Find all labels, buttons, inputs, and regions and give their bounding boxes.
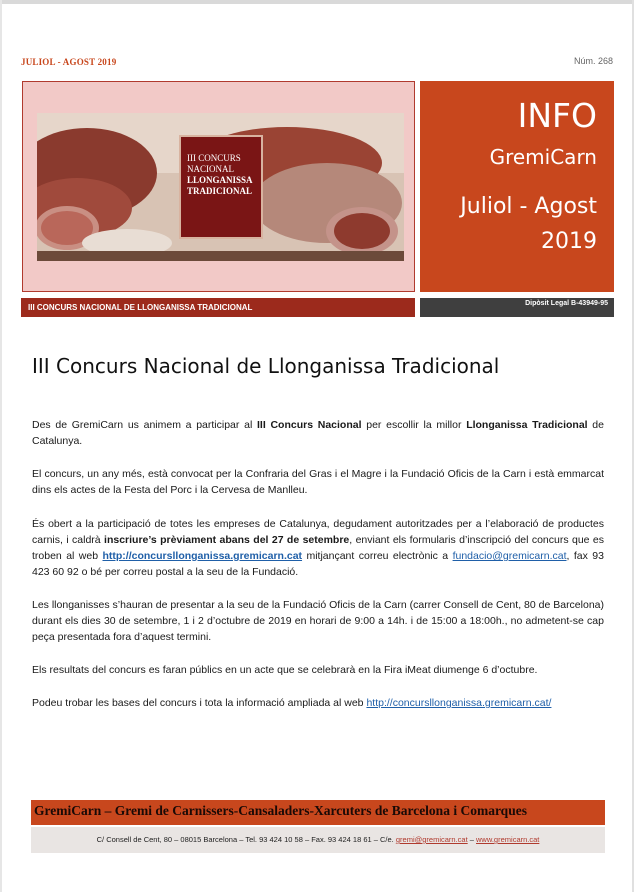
paragraph-2: El concurs, un any més, està convocat per la Confraria del Gras i el Magre i la Fundació Oficis de la Carn i està emmarcat dins els actes de la Festa del Porc i la Cervesa de Manlleu. [32, 468, 604, 496]
p1-bold-product: Llonganissa Tradicional [466, 419, 588, 431]
badge-line-2: NACIONAL [187, 164, 234, 174]
badge-line-3: LLONGANISSA [187, 175, 253, 185]
badge-line-4: TRADICIONAL [187, 186, 253, 196]
footer-email-link[interactable]: gremi@gremicarn.cat [395, 835, 468, 844]
foundation-email-link[interactable]: fundacio@gremicarn.cat [452, 550, 567, 562]
contest-web-link[interactable]: http://concursllonganissa.gremicarn.cat [102, 550, 303, 562]
paragraph-4: Les llonganisses s’hauran de presentar a la seu de la Fundació Oficis de la Carn (carrer Consell de Cent, 80 de Barcelona) durant els dies 30 de setembre, 1 i 2 d’octubre de 2019 en horari de 9:00 a 14h. i de 15:00 a 18:00h., no admetent-se cap peça presentada fora d’aquest termini. [32, 599, 604, 643]
footer-separator: – [467, 835, 477, 844]
p1-text-2: per escollir la millor [361, 419, 467, 431]
paragraph-5: Els resultats del concurs es faran públics en un acte que se celebrarà en la Fira iMeat diumenge 6 d’octubre. [32, 664, 538, 676]
p6-text: Podeu trobar les bases del concurs i tota la informació ampliada al web [32, 697, 367, 709]
p3-text-2: , enviant els formularis d’inscripció del concurs que es troben al web [32, 534, 605, 562]
footer-address [31, 827, 605, 853]
issue-period: JULIOL - AGOST 2019 [21, 57, 117, 67]
page-left-border [0, 0, 2, 892]
p1-text-3: de Catalunya. [32, 419, 604, 447]
banner-caption: III CONCURS NACIONAL DE LLONGANISSA TRADICIONAL [21, 298, 415, 317]
issue-number: Núm. 268 [573, 56, 613, 66]
page-top-border [0, 0, 634, 4]
p3-text: És obert a la participació de totes les empreses de Catalunya, degudament autoritzades per a l’elaboració de productes carnis, i caldrà [32, 518, 604, 546]
legal-deposit: Dipòsit Legal B-43949-95 [420, 298, 614, 317]
paragraph-1 [32, 417, 604, 449]
badge-line-1: III CONCURS [187, 153, 241, 163]
p1-text: Des de GremiCarn us animem a participar al [32, 419, 257, 431]
sausage-photo [37, 113, 404, 261]
issue-months: Juliol - Agost [460, 194, 597, 219]
p3-text-4: , fax 93 423 60 92 o bé per correu postal a la seu de la Fundació. [32, 550, 604, 578]
p3-bold-deadline: inscriure’s prèviament abans del 27 de setembre [104, 534, 350, 546]
article-title: III Concurs Nacional de Llonganissa Tradicional [32, 354, 500, 378]
info-label: INFO [517, 96, 597, 135]
paragraph-6 [32, 695, 604, 711]
issue-year: 2019 [541, 229, 597, 254]
contest-web-link-2[interactable]: http://concursllonganissa.gremicarn.cat/ [366, 697, 552, 709]
paragraph-3 [32, 516, 604, 580]
footer-organization: GremiCarn – Gremi de Carnissers-Cansaladers-Xarcuters de Barcelona i Comarques [31, 800, 605, 825]
p3-text-3: mitjançant correu electrònic a [302, 550, 453, 562]
banner-image-panel [22, 81, 415, 292]
brand-name: GremiCarn [489, 145, 597, 169]
info-title-panel [420, 81, 614, 292]
contest-badge [179, 135, 263, 239]
footer-address-text: C/ Consell de Cent, 80 – 08015 Barcelona – Tel. 93 424 10 58 – Fax. 93 424 18 61 – C/e. [96, 835, 396, 844]
p1-bold-contest: III Concurs Nacional [257, 419, 362, 431]
footer-web-link[interactable]: www.gremicarn.cat [476, 835, 540, 844]
